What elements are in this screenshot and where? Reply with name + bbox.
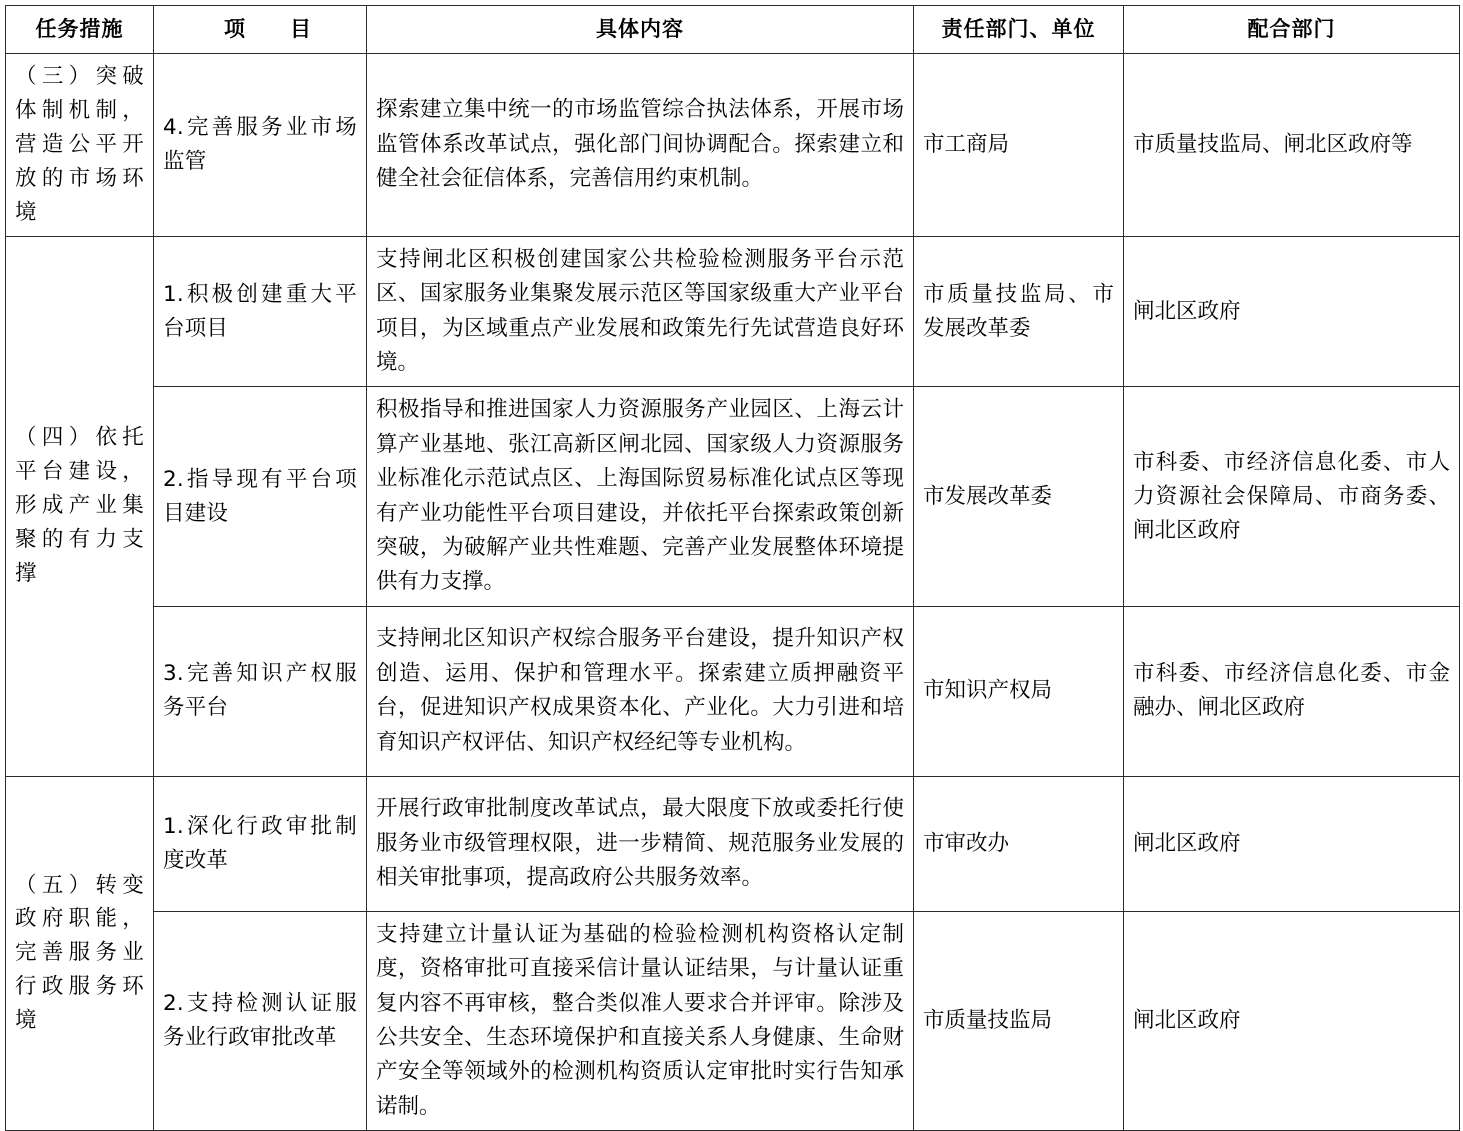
content-cell: 支持建立计量认证为基础的检验检测机构资格认定制度，资格审批可直接采信计量认证结果，与计量认证重复内容不再审核，整合类似准人要求合并评审。除涉及公共安全、生态环境保护和直接关系人身健康、生命财产安全等领域外的检测机构资质认定审批时实行告知承诺制。 — [367, 911, 914, 1130]
column-header-cooperating: 配合部门 — [1124, 6, 1460, 54]
content-cell: 支持闸北区积极创建国家公共检验检测服务平台示范区、国家服务业集聚发展示范区等国家级重大产业平台项目，为区域重点产业发展和政策先行先试营造良好环境。 — [367, 236, 914, 387]
responsible-cell: 市质量技监局 — [914, 911, 1124, 1130]
task-measures-table — [5, 5, 1460, 1131]
item-cell: 4.完善服务业市场监管 — [154, 54, 367, 237]
column-header-item: 项 目 — [154, 6, 367, 54]
content-cell: 支持闸北区知识产权综合服务平台建设，提升知识产权创造、运用、保护和管理水平。探索建立质押融资平台，促进知识产权成果资本化、产业化。大力引进和培育知识产权评估、知识产权经纪等专业机构。 — [367, 606, 914, 776]
table-row — [6, 606, 1460, 776]
column-header-content: 具体内容 — [367, 6, 914, 54]
column-header-responsible: 责任部门、单位 — [914, 6, 1124, 54]
measure-group-cell: （三）突破体制机制，营造公平开放的市场环境 — [6, 54, 154, 237]
table-header-row — [6, 6, 1460, 54]
cooperating-cell: 市科委、市经济信息化委、市金融办、闸北区政府 — [1124, 606, 1460, 776]
content-cell: 开展行政审批制度改革试点，最大限度下放或委托行使服务业市级管理权限，进一步精简、规范服务业发展的相关审批事项，提高政府公共服务效率。 — [367, 776, 914, 911]
table-row — [6, 387, 1460, 606]
responsible-cell: 市发展改革委 — [914, 387, 1124, 606]
measure-group-cell: （五）转变政府职能，完善服务业行政服务环境 — [6, 776, 154, 1130]
content-cell: 积极指导和推进国家人力资源服务产业园区、上海云计算产业基地、张江高新区闸北园、国家级人力资源服务业标准化示范试点区、上海国际贸易标准化试点区等现有产业功能性平台项目建设，并依托平台探索政策创新突破，为破解产业共性难题、完善产业发展整体环境提供有力支撑。 — [367, 387, 914, 606]
item-cell: 2.支持检测认证服务业行政审批改革 — [154, 911, 367, 1130]
item-cell: 1.深化行政审批制度改革 — [154, 776, 367, 911]
column-header-measure: 任务措施 — [6, 6, 154, 54]
table-row — [6, 54, 1460, 237]
responsible-cell: 市知识产权局 — [914, 606, 1124, 776]
table-row — [6, 911, 1460, 1130]
responsible-cell: 市工商局 — [914, 54, 1124, 237]
cooperating-cell: 闸北区政府 — [1124, 911, 1460, 1130]
cooperating-cell: 市科委、市经济信息化委、市人力资源社会保障局、市商务委、闸北区政府 — [1124, 387, 1460, 606]
table-row — [6, 236, 1460, 387]
table-header — [6, 6, 1460, 54]
cooperating-cell: 闸北区政府 — [1124, 236, 1460, 387]
table-body — [6, 54, 1460, 1131]
item-cell: 3.完善知识产权服务平台 — [154, 606, 367, 776]
responsible-cell: 市质量技监局、市发展改革委 — [914, 236, 1124, 387]
responsible-cell: 市审改办 — [914, 776, 1124, 911]
cooperating-cell: 市质量技监局、闸北区政府等 — [1124, 54, 1460, 237]
measure-group-cell: （四）依托平台建设，形成产业集聚的有力支撑 — [6, 236, 154, 776]
cooperating-cell: 闸北区政府 — [1124, 776, 1460, 911]
table-row — [6, 776, 1460, 911]
item-cell: 1.积极创建重大平台项目 — [154, 236, 367, 387]
content-cell: 探索建立集中统一的市场监管综合执法体系，开展市场监管体系改革试点，强化部门间协调配合。探索建立和健全社会征信体系，完善信用约束机制。 — [367, 54, 914, 237]
item-cell: 2.指导现有平台项目建设 — [154, 387, 367, 606]
